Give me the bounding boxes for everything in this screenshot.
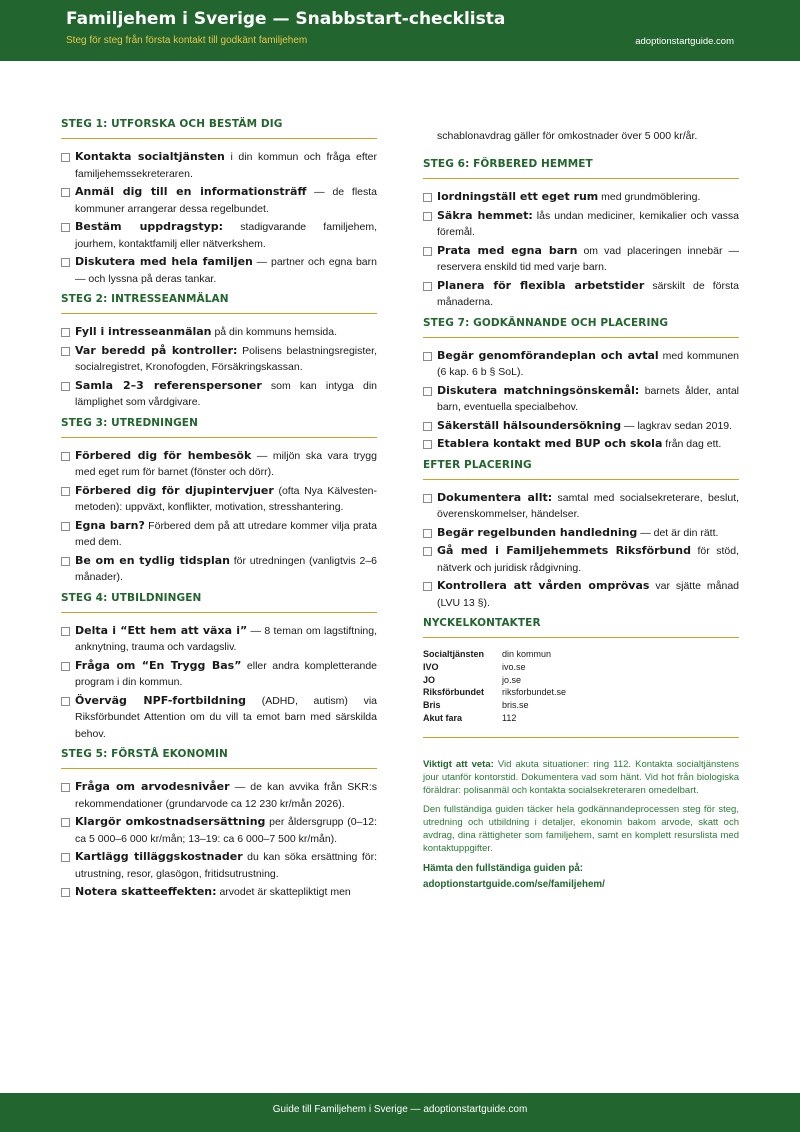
checklist-item xyxy=(61,219,377,252)
cta-label: Hämta den fullständiga guiden på: xyxy=(423,862,584,874)
checklist-item xyxy=(61,518,377,551)
item-text: var sjätte månad (LVU 13 §). xyxy=(437,580,740,609)
item-label: Egna barn? xyxy=(75,518,145,532)
checkbox-icon[interactable] xyxy=(423,422,432,431)
checklist-item xyxy=(61,448,377,481)
item-label: Säkerställ hälsoundersökning xyxy=(437,418,622,432)
item-label: Diskutera matchningsönskemål: xyxy=(437,383,640,397)
section-title: STEG 6: FÖRBERED HEMMET xyxy=(423,158,739,179)
checklist-item xyxy=(423,278,739,311)
item-label: Kartlägg tilläggskostnader xyxy=(75,850,243,863)
checkbox-icon[interactable] xyxy=(423,582,432,591)
checkbox-icon[interactable] xyxy=(423,387,432,396)
page-subtitle: Steg för steg från första kontakt till godkänt familjehem xyxy=(66,35,308,46)
contact-row xyxy=(423,674,739,687)
checkbox-icon[interactable] xyxy=(61,382,70,391)
checkbox-icon[interactable] xyxy=(61,888,70,897)
checklist-section xyxy=(61,293,377,411)
item-label: Klargör omkostnadsersättning xyxy=(75,815,266,828)
item-text: samtal med socialsekreterare, beslut, överenskommelser, händelser. xyxy=(437,491,739,520)
checkbox-icon[interactable] xyxy=(423,352,432,361)
item-label: Delta i “Ett hem att växa i” xyxy=(75,623,248,637)
item-label: Etablera kontakt med BUP och skola xyxy=(437,437,663,450)
checklist-item xyxy=(61,149,377,182)
item-text: per åldersgrupp (0–12: ca 5 000–6 000 kr/mån; 13–19: ca 6 000–7 500 kr/mån). xyxy=(75,816,377,845)
item-label: Dokumentera allt: xyxy=(437,490,553,504)
section-title: EFTER PLACERING xyxy=(423,459,739,480)
contact-name: IVO xyxy=(423,661,439,672)
item-label: Anmäl dig till en informationsträff xyxy=(75,185,307,198)
item-text: Polisens belastningsregister, socialregistret, Kronofogden, Försäkringskassan. xyxy=(75,344,377,373)
contact-row xyxy=(423,699,739,712)
item-label: Fyll i intresseanmälan xyxy=(75,325,212,338)
checkbox-icon[interactable] xyxy=(423,212,432,221)
important-note xyxy=(423,758,739,797)
item-text: — 8 teman om lagstiftning, anknytning, trauma och vardagsliv. xyxy=(75,624,377,653)
item-label: Förbered dig för hembesök xyxy=(75,448,252,462)
item-label: Begär regelbunden handledning xyxy=(437,525,638,539)
contacts-title: NYCKELKONTAKTER xyxy=(423,617,739,638)
item-text: (ofta Nya Kälvesten-metoden): uppväxt, konflikter, motivation, stresshantering. xyxy=(75,484,377,513)
checkbox-icon[interactable] xyxy=(423,494,432,503)
checklist-item xyxy=(423,189,739,206)
checklist-item xyxy=(61,623,377,656)
contact-row xyxy=(423,661,739,674)
checkbox-icon[interactable] xyxy=(61,522,70,531)
item-label: Var beredd på kontroller: xyxy=(75,343,238,357)
note-text: Vid akuta situationer: ring 112. Kontakta socialtjänstens jour utanför kontorstid. Dokumentera vad som hänt. Vid hot från biologiska föräldrar: polisanmäl och kontakta socialsekreteraren omedelbart. xyxy=(423,758,739,796)
checklist-item xyxy=(61,184,377,217)
checkbox-icon[interactable] xyxy=(61,258,70,267)
left-column xyxy=(61,118,377,907)
item-text: — de flesta kommuner arrangerar dessa regelbundet. xyxy=(75,186,378,215)
item-text: eller andra kompletterande program i din kommun. xyxy=(75,659,377,688)
section-title: STEG 3: UTREDNINGEN xyxy=(61,417,377,438)
item-label: Fråga om “En Trygg Bas” xyxy=(75,658,242,672)
checkbox-icon[interactable] xyxy=(61,153,70,162)
checklist-item xyxy=(423,543,739,576)
item-label: Diskutera med hela familjen xyxy=(75,255,253,268)
contact-value[interactable]: riksforbundet.se xyxy=(502,687,567,698)
item-label: Begär genomförandeplan och avtal xyxy=(437,348,659,362)
item-text: lås undan mediciner, kemikalier och vassa föremål. xyxy=(437,209,739,238)
checklist-item xyxy=(61,343,377,376)
item-text: barnets ålder, antal barn, eventuella specialbehov. xyxy=(437,384,740,413)
item-text: med kommunen (6 kap. 6 b § SoL). xyxy=(437,349,739,378)
checkbox-icon[interactable] xyxy=(61,818,70,827)
checkbox-icon[interactable] xyxy=(423,247,432,256)
item-text: — det är din rätt. xyxy=(637,526,719,539)
checklist-item xyxy=(61,553,377,586)
checklist-item xyxy=(61,378,377,411)
checkbox-icon[interactable] xyxy=(423,282,432,291)
item-label: Bestäm uppdragstyp: xyxy=(75,220,224,233)
checkbox-icon[interactable] xyxy=(61,223,70,232)
checklist-item xyxy=(61,779,377,812)
checkbox-icon[interactable] xyxy=(61,188,70,197)
header-site-link[interactable]: adoptionstartguide.com xyxy=(635,36,734,47)
checklist-item xyxy=(61,884,377,901)
checklist-item xyxy=(61,693,377,743)
checklist-item xyxy=(423,208,739,241)
checkbox-icon[interactable] xyxy=(61,662,70,671)
checklist-section xyxy=(423,317,739,453)
checkbox-icon[interactable] xyxy=(61,697,70,706)
item-text: — miljön ska vara trygg med eget rum för barnet (fönster och dörr). xyxy=(75,449,377,478)
checklist-section xyxy=(61,592,377,743)
section-title: STEG 1: UTFORSKA OCH BESTÄM DIG xyxy=(61,118,377,139)
checklist-item xyxy=(423,436,739,453)
checkbox-icon[interactable] xyxy=(61,452,70,461)
item-label: Kontrollera att vården omprövas xyxy=(437,579,650,592)
section-title: STEG 2: INTRESSEANMÄLAN xyxy=(61,293,377,314)
item-label: Notera skatteeffekten: xyxy=(75,885,217,898)
contact-row xyxy=(423,712,739,725)
item-text: Förbered dem på att utredare kommer vilja prata med dem. xyxy=(75,519,378,548)
contact-name: JO xyxy=(423,674,436,685)
contact-name: Akut fara xyxy=(423,712,463,723)
checklist-item xyxy=(61,849,377,882)
item-label: Iordningställ ett eget rum xyxy=(437,190,599,203)
item-text: — lagkrav sedan 2019. xyxy=(621,419,733,432)
checklist-section xyxy=(423,158,739,311)
checkbox-icon[interactable] xyxy=(423,440,432,449)
checklist-section xyxy=(61,118,377,287)
item-label: Be om en tydlig tidsplan xyxy=(75,553,230,567)
section-title: STEG 4: UTBILDNINGEN xyxy=(61,592,377,613)
item-label: Överväg NPF-fortbildning xyxy=(75,693,247,707)
item-text: om vad placeringen innebär — reservera enskild tid med varje barn. xyxy=(437,244,739,273)
checklist-section xyxy=(61,748,377,901)
item-label: Förbered dig för djupintervjuer xyxy=(75,483,274,497)
page-header xyxy=(0,0,800,61)
right-column xyxy=(423,118,739,893)
item-text: arvodet är skattepliktigt men xyxy=(216,886,351,898)
checkbox-icon[interactable] xyxy=(61,487,70,496)
checkbox-icon[interactable] xyxy=(423,193,432,202)
contact-value[interactable]: jo.se xyxy=(502,674,522,685)
checkbox-icon[interactable] xyxy=(423,529,432,538)
item-label: Planera för flexibla arbetstider xyxy=(437,278,645,292)
item-text: (ADHD, autism) via Riksförbundet Attention om du vill ta emot barn med särskilda behov. xyxy=(75,694,377,740)
checkbox-icon[interactable] xyxy=(61,627,70,636)
item-label: Prata med egna barn xyxy=(437,243,578,257)
item-label: Samla 2–3 referenspersoner xyxy=(75,378,262,392)
checklist-item xyxy=(423,490,739,523)
item-text: från dag ett. xyxy=(662,438,722,450)
checkbox-icon[interactable] xyxy=(61,557,70,566)
section-title: STEG 5: FÖRSTÅ EKONOMIN xyxy=(61,748,377,769)
item-text: för utredningen (vanligtvis 2–6 månader). xyxy=(75,554,377,583)
checklist-section xyxy=(423,459,739,612)
checkbox-icon[interactable] xyxy=(61,347,70,356)
contacts-section xyxy=(423,617,739,738)
page-footer: Guide till Familjehem i Sverige — adoptionstartguide.com xyxy=(0,1093,800,1132)
checklist-item xyxy=(61,324,377,341)
item-text: — de kan avvika från SKR:s rekommendationer (grundarvode ca 12 230 kr/mån 2026). xyxy=(75,781,377,810)
checklist-item xyxy=(61,814,377,847)
checklist-item xyxy=(61,254,377,287)
contact-row xyxy=(423,648,739,661)
contact-name: Riksförbundet xyxy=(423,687,485,698)
continued-text: schablonavdrag gäller för omkostnader över 5 000 kr/år. xyxy=(437,130,698,142)
contact-value[interactable]: din kommun xyxy=(502,649,552,659)
section-title: STEG 7: GODKÄNNANDE OCH PLACERING xyxy=(423,317,739,338)
item-text: i din kommun och fråga efter familjehemssekreteraren. xyxy=(75,151,377,180)
item-text: du kan söka ersättning för: utrustning, resor, glasögon, fritidsutrustning. xyxy=(75,851,378,880)
item-text: som kan intyga din lämplighet som vårdgivare. xyxy=(75,379,377,408)
contact-row xyxy=(423,686,739,699)
item-text: stadigvarande familjehem, jourhem, kontaktfamilj eller nätverkshem. xyxy=(75,221,377,250)
checklist-section xyxy=(61,417,377,586)
item-text: särskilt de första månaderna. xyxy=(437,279,739,308)
checklist-item xyxy=(61,658,377,691)
item-text: för stöd, nätverk och juridisk rådgivning. xyxy=(437,545,739,574)
note-lead: Viktigt att veta: xyxy=(423,758,494,770)
checklist-item xyxy=(423,418,739,435)
item-text: på din kommuns hemsida. xyxy=(211,326,338,338)
checkbox-icon[interactable] xyxy=(423,547,432,556)
contact-name: Socialtjänsten xyxy=(423,649,485,659)
contact-value[interactable]: bris.se xyxy=(502,700,529,711)
checklist-item xyxy=(423,578,739,611)
guide-text: Den fullständiga guiden täcker hela godkännandeprocessen steg för steg, utredning och utbildning i detaljer, ekonomin bakom arvode, skatt och avdrag, dina rättigheter som familjehem, samt en komplett resurslista med kontaktuppgifter. xyxy=(423,803,739,854)
contact-value[interactable]: ivo.se xyxy=(502,661,526,672)
contact-value[interactable]: 112 xyxy=(502,712,517,723)
checklist-item xyxy=(423,383,739,416)
item-label: Kontakta socialtjänsten xyxy=(75,150,225,163)
checkbox-icon[interactable] xyxy=(61,783,70,792)
item-label: Gå med i Familjehemmets Riksförbund xyxy=(437,544,691,557)
checkbox-icon[interactable] xyxy=(61,853,70,862)
checkbox-icon[interactable] xyxy=(61,328,70,337)
item-label: Fråga om arvodesnivåer xyxy=(75,780,230,793)
checklist-item xyxy=(423,243,739,276)
page-title: Familjehem i Sverige — Snabbstart-checklista xyxy=(66,9,506,29)
checklist-item xyxy=(61,483,377,516)
item-text: med grundmöblering. xyxy=(598,191,701,203)
checklist-item xyxy=(423,348,739,381)
item-label: Säkra hemmet: xyxy=(437,208,533,222)
checklist-item xyxy=(423,525,739,542)
contacts-list xyxy=(423,648,739,738)
item-text: — partner och egna barn — och lyssna på deras tankar. xyxy=(75,256,377,285)
contact-name: Bris xyxy=(423,700,441,711)
cta-link[interactable]: adoptionstartguide.com/se/familjehem/ xyxy=(423,878,605,890)
